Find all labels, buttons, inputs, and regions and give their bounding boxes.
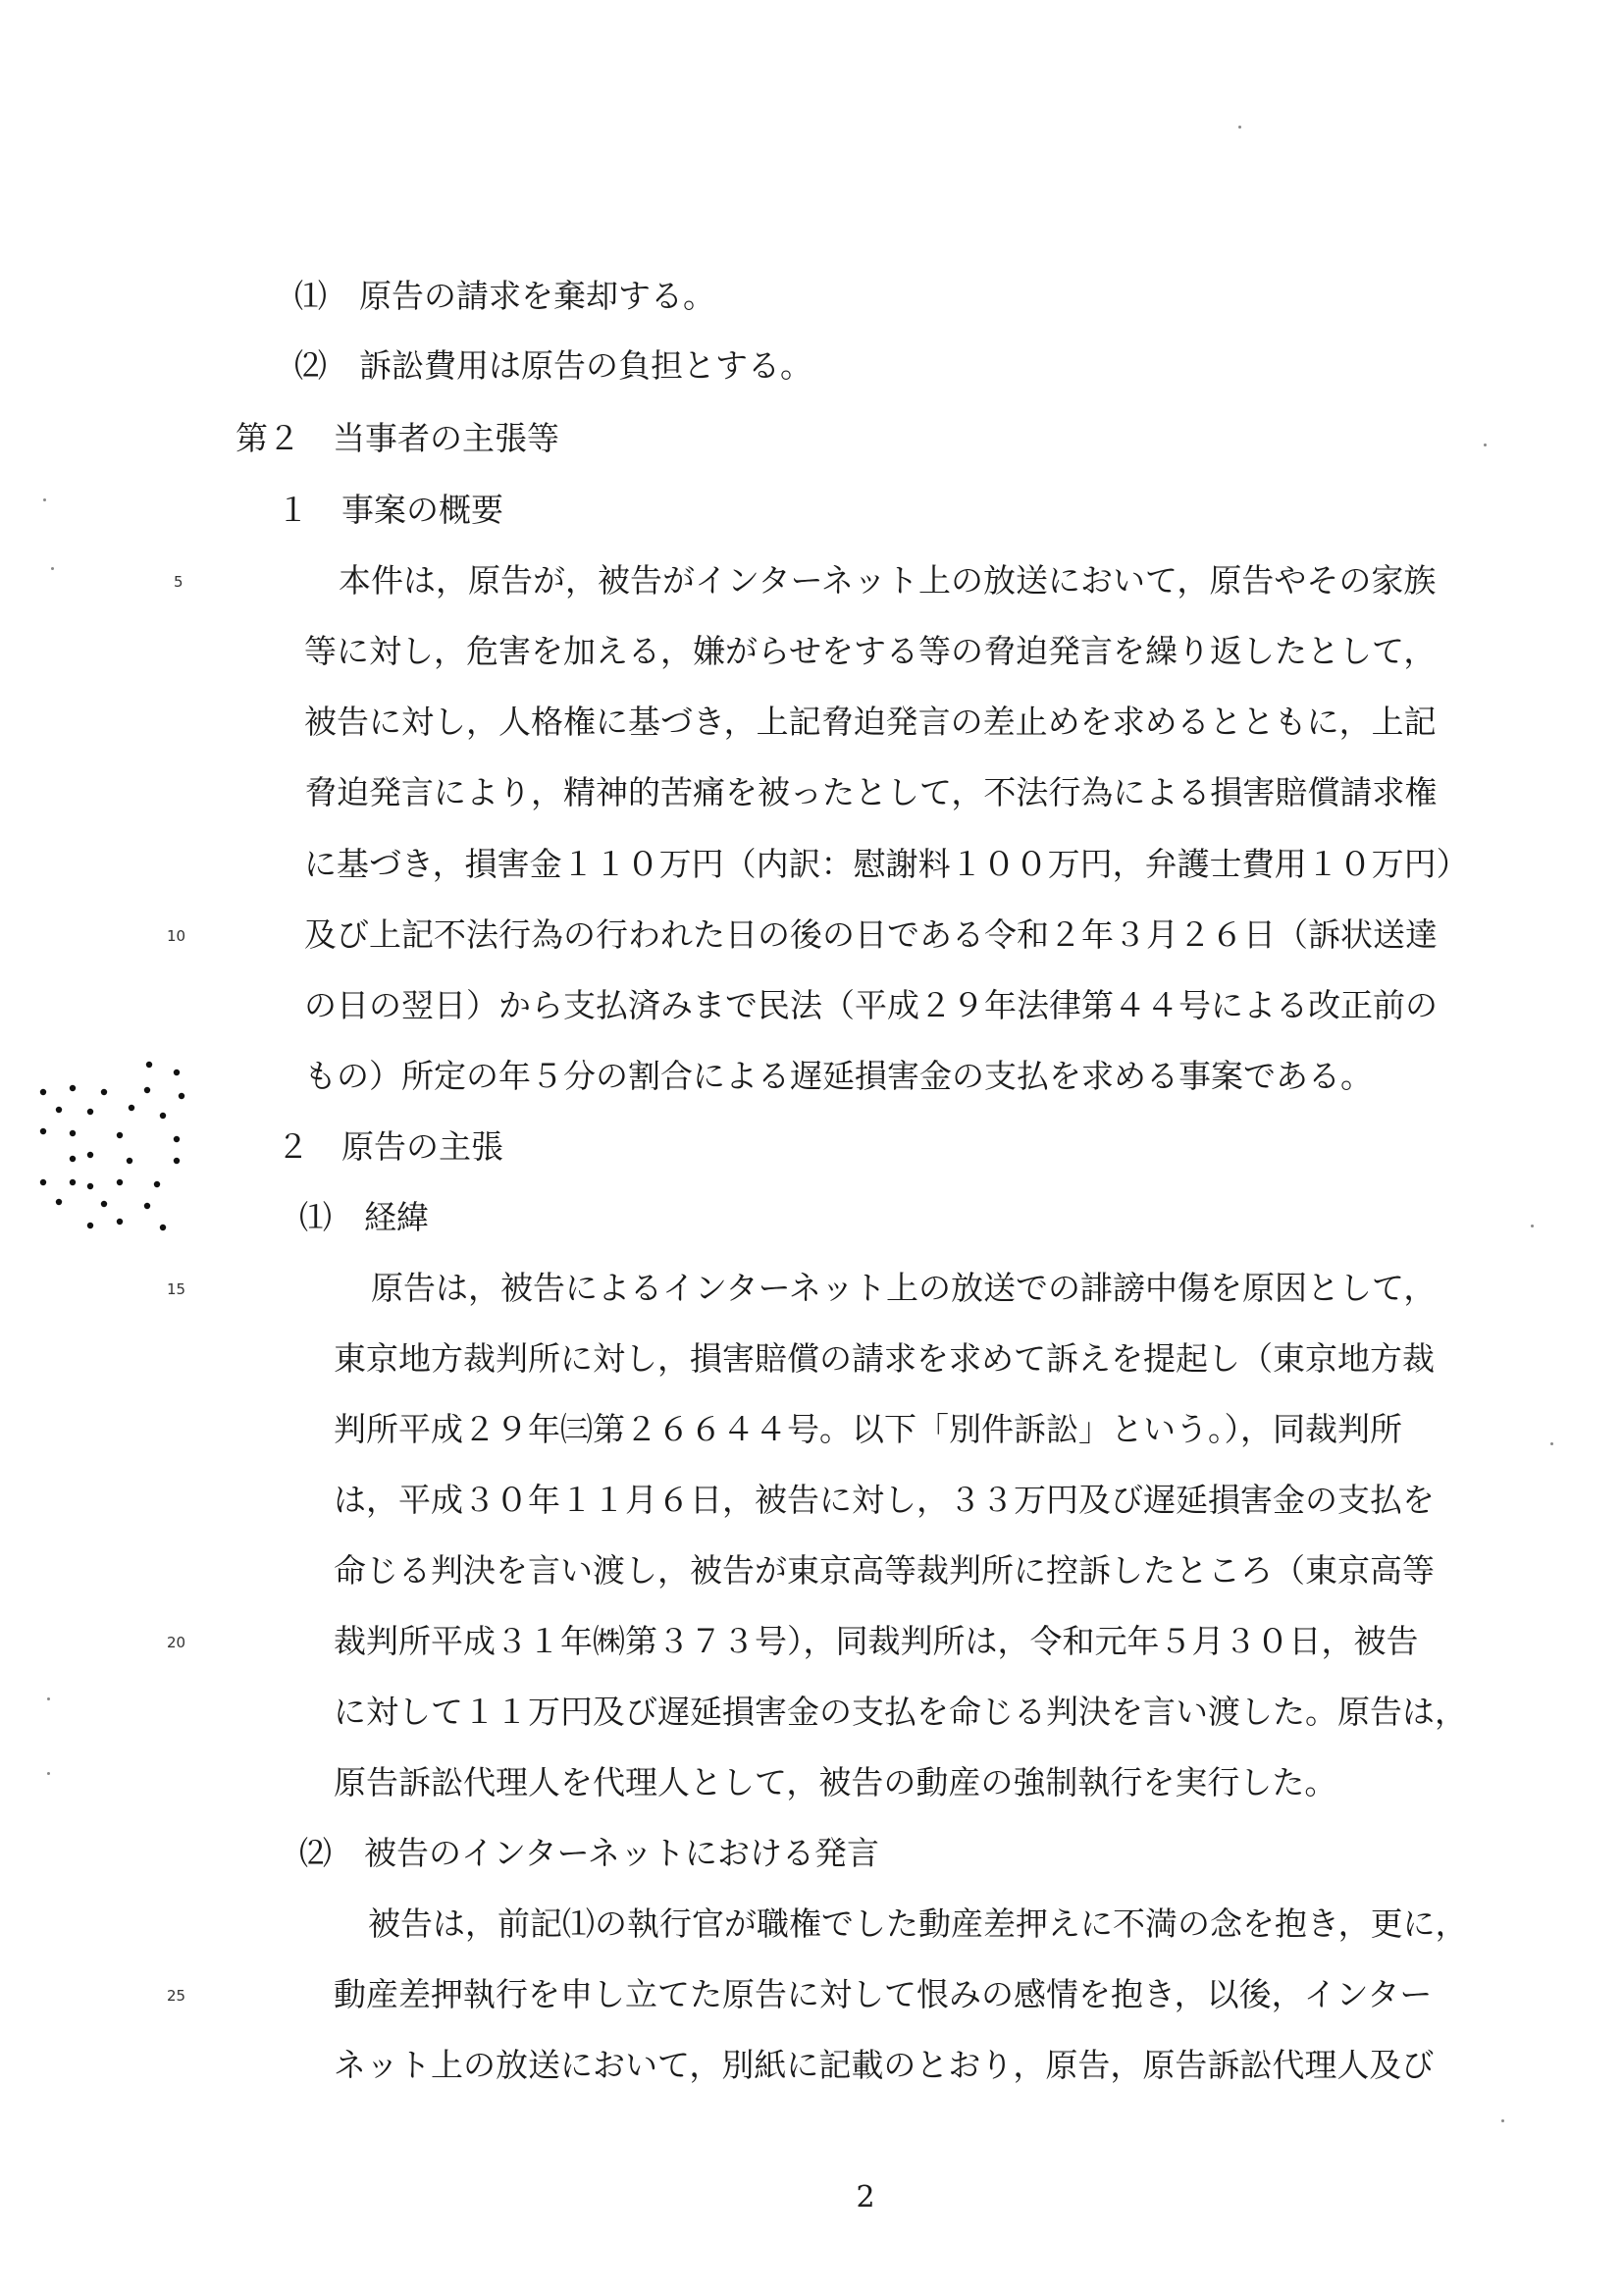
text-line: ⑴ 原告の請求を棄却する。	[294, 277, 715, 315]
text-line: もの）所定の年５分の割合による遅延損害金の支払を求める事案である。	[304, 1057, 1373, 1095]
text-line: に対して１１万円及び遅延損害金の支払を命じる判決を言い渡した。原告は，	[334, 1693, 1467, 1731]
text-line: 等に対し，危害を加える，嫌がらせをする等の脅迫発言を繰り返したとして，	[304, 632, 1437, 670]
text-line: 東京地方裁判所に対し，損害賠償の請求を求めて訴えを提起し（東京地方裁	[334, 1339, 1435, 1378]
subsection-heading: ⑵ 被告のインターネットにおける発言	[299, 1834, 880, 1872]
text-line: は，平成３０年１１月６日，被告に対し，３３万円及び遅延損害金の支払を	[334, 1481, 1435, 1519]
scan-speck	[51, 567, 54, 570]
scan-speck	[1501, 2119, 1504, 2122]
text-line: に基づき，損害金１１０万円（内訳：慰謝料１００万円，弁護士費用１０万円）	[304, 845, 1469, 883]
text-line: 裁判所平成３１年㈱第３７３号），同裁判所は，令和元年５月３０日，被告	[334, 1622, 1419, 1660]
scan-speck	[47, 1697, 50, 1700]
text-line: 被告に対し，人格権に基づき，上記脅迫発言の差止めを求めるとともに，上記	[304, 703, 1437, 741]
text-line: 原告訴訟代理人を代理人として，被告の動産の強制執行を実行した。	[334, 1763, 1337, 1801]
subsection-heading: ⑴ 経緯	[299, 1198, 429, 1236]
text-line: 本件は，原告が，被告がインターネット上の放送において，原告やその家族	[339, 561, 1437, 600]
text-line: ネット上の放送において，別紙に記載のとおり，原告，原告訴訟代理人及び	[334, 2046, 1435, 2084]
section-heading: 第２ 当事者の主張等	[236, 419, 559, 457]
text-line: 脅迫発言により，精神的苦痛を被ったとして，不法行為による損害賠償請求権	[304, 773, 1438, 811]
scan-speck	[47, 1772, 50, 1775]
text-line: の日の翌日）から支払済みまで民法（平成２９年法律第４４号による改正前の	[304, 986, 1438, 1024]
scan-speck	[43, 498, 46, 501]
subsection-heading: ２ 原告の主張	[277, 1127, 503, 1166]
text-line: 命じる判決を言い渡し，被告が東京高等裁判所に控訴したところ（東京高等	[334, 1551, 1435, 1590]
text-line: ⑵ 訴訟費用は原告の負担とする。	[294, 346, 812, 385]
text-line: 動産差押執行を申し立てた原告に対して恨みの感情を抱き，以後，インター	[334, 1975, 1433, 2013]
line-number: 10	[167, 927, 186, 945]
line-number: 25	[167, 1987, 186, 2005]
text-line: 原告は，被告によるインターネット上の放送での誹謗中傷を原因として，	[371, 1269, 1437, 1307]
text-line: 被告は，前記⑴の執行官が職権でした動産差押えに不満の念を抱き，更に，	[368, 1905, 1468, 1943]
text-line: 及び上記不法行為の行われた日の後の日である令和２年３月２６日（訴状送達	[304, 915, 1438, 954]
scan-speck	[1238, 126, 1241, 129]
scan-speck	[1484, 444, 1487, 446]
dot-pattern	[29, 1045, 196, 1241]
scan-speck	[1550, 1442, 1553, 1445]
page-number: 2	[856, 2180, 875, 2215]
subsection-heading: １ 事案の概要	[277, 491, 503, 529]
line-number: 5	[174, 573, 183, 591]
line-number: 20	[167, 1634, 186, 1651]
line-number: 15	[167, 1280, 186, 1298]
scan-speck	[1531, 1225, 1534, 1227]
text-line: 判所平成２９年㈢第２６６４４号。以下「別件訴訟」という。），同裁判所	[334, 1410, 1402, 1448]
